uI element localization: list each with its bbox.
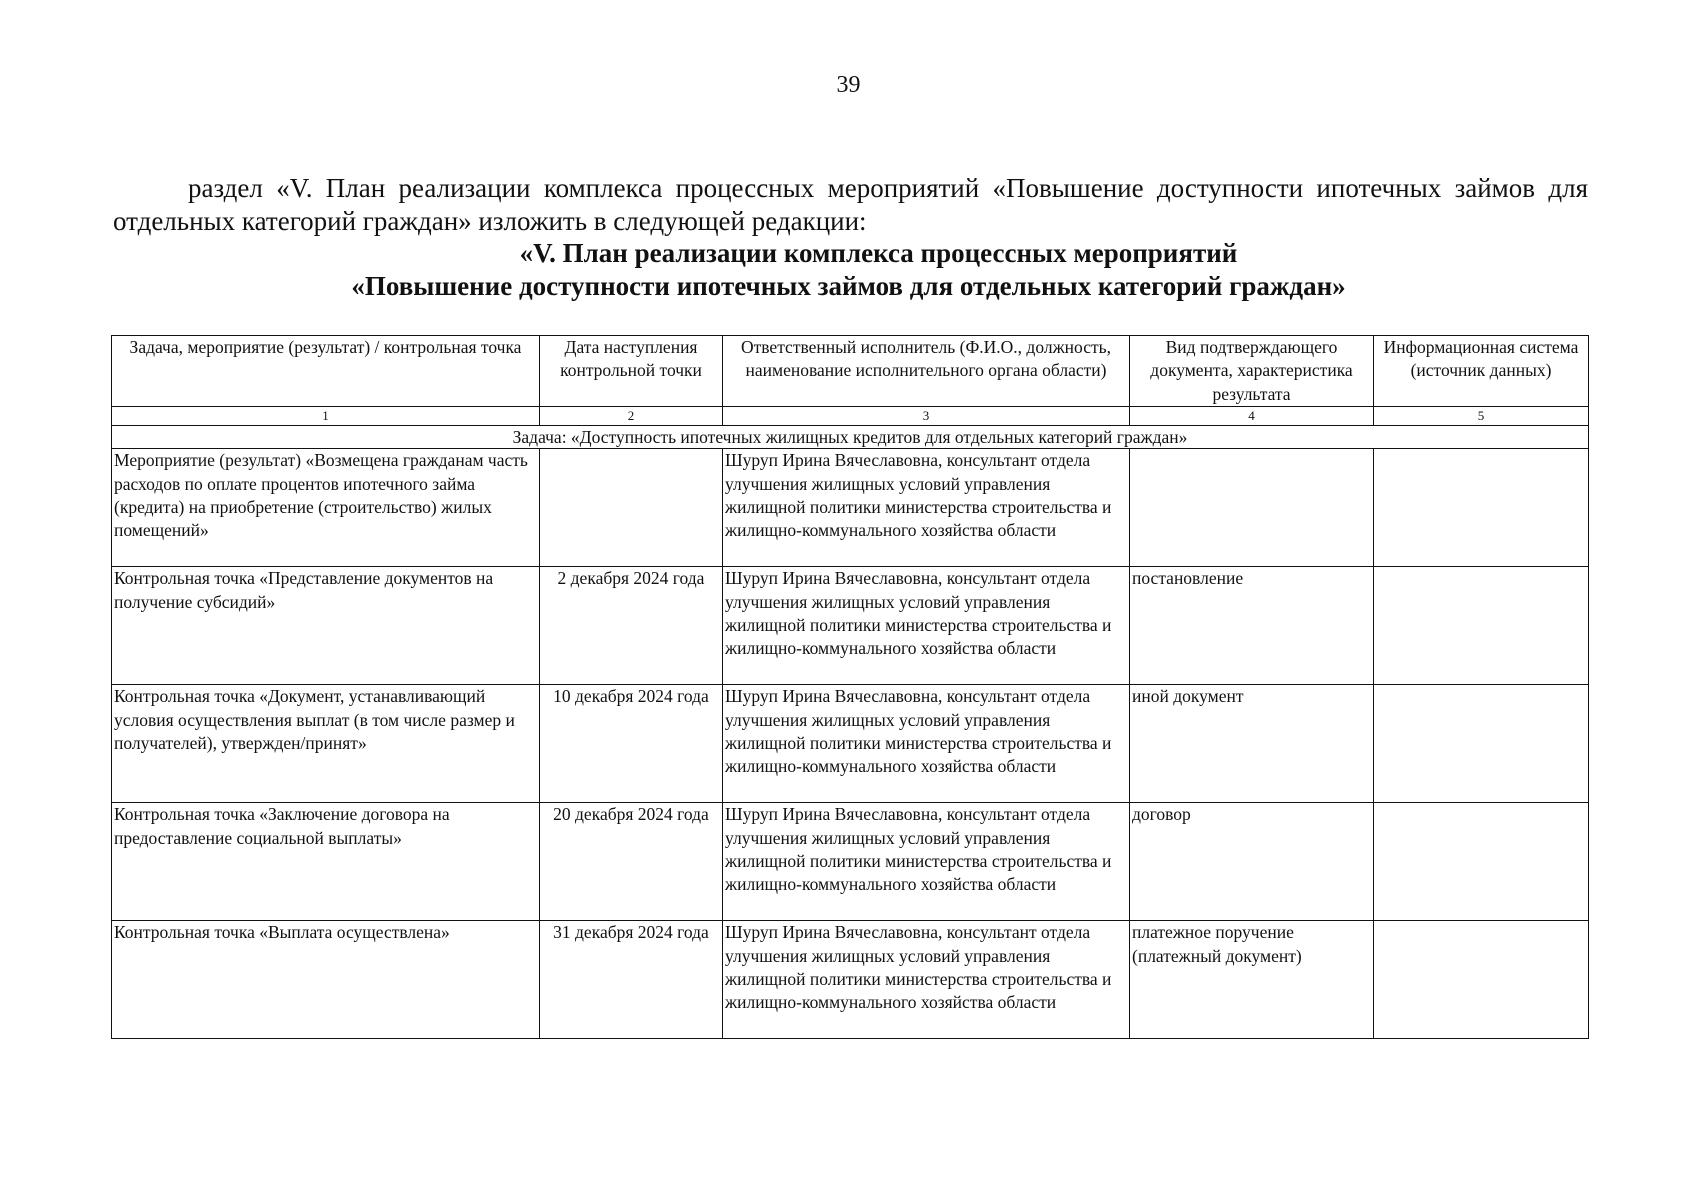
item-cell: Контрольная точка «Документ, устанавливающий условия осуществления выплат (в том числе размер и получателей), утвержден/принят» [112, 685, 540, 803]
document-cell: платежное поручение (платежный документ) [1130, 921, 1374, 1039]
section-title-line-2: «Повышение доступности ипотечных займов для отдельных категорий граждан» [351, 271, 1346, 301]
column-number: 2 [540, 407, 723, 426]
table-row [112, 803, 1589, 921]
system-cell [1374, 921, 1589, 1039]
column-number: 5 [1374, 407, 1589, 426]
column-number: 1 [112, 407, 540, 426]
date-cell [540, 449, 723, 567]
table-row [112, 921, 1589, 1039]
column-number: 4 [1130, 407, 1374, 426]
task-cell: Задача: «Доступность ипотечных жилищных кредитов для отдельных категорий граждан» [112, 426, 1589, 449]
table-row [112, 685, 1589, 803]
date-cell: 31 декабря 2024 года [540, 921, 723, 1039]
system-cell [1374, 685, 1589, 803]
document-cell: договор [1130, 803, 1374, 921]
header-responsible: Ответственный исполнитель (Ф.И.О., должность, наименование исполнительного органа области) [723, 336, 1130, 407]
document-cell [1130, 449, 1374, 567]
header-task: Задача, мероприятие (результат) / контрольная точка [112, 336, 540, 407]
document-cell: постановление [1130, 567, 1374, 685]
system-cell [1374, 449, 1589, 567]
column-number: 3 [723, 407, 1130, 426]
system-cell [1374, 567, 1589, 685]
date-cell: 20 декабря 2024 года [540, 803, 723, 921]
column-number-row [112, 407, 1589, 426]
responsible-cell: Шуруп Ирина Вячеславовна, консультант отдела улучшения жилищных условий управления жилищной политики министерства строительства и жилищно-коммунального хозяйства области [723, 449, 1130, 567]
responsible-cell: Шуруп Ирина Вячеславовна, консультант отдела улучшения жилищных условий управления жилищной политики министерства строительства и жилищно-коммунального хозяйства области [723, 921, 1130, 1039]
table-header-row [112, 336, 1589, 407]
task-row [112, 426, 1589, 449]
system-cell [1374, 803, 1589, 921]
item-cell: Контрольная точка «Выплата осуществлена» [112, 921, 540, 1039]
header-document: Вид подтверждающего документа, характеристика результата [1130, 336, 1374, 407]
document-cell: иной документ [1130, 685, 1374, 803]
responsible-cell: Шуруп Ирина Вячеславовна, консультант отдела улучшения жилищных условий управления жилищной политики министерства строительства и жилищно-коммунального хозяйства области [723, 567, 1130, 685]
responsible-cell: Шуруп Ирина Вячеславовна, консультант отдела улучшения жилищных условий управления жилищной политики министерства строительства и жилищно-коммунального хозяйства области [723, 803, 1130, 921]
date-cell: 10 декабря 2024 года [540, 685, 723, 803]
plan-table [111, 335, 1589, 1039]
item-cell: Мероприятие (результат) «Возмещена гражданам часть расходов по оплате процентов ипотечного займа (кредита) на приобретение (строительство) жилых помещений» [112, 449, 540, 567]
header-system: Информационная система (источник данных) [1374, 336, 1589, 407]
header-date: Дата наступления контрольной точки [540, 336, 723, 407]
section-title-line-1: «V. План реализации комплекса процессных мероприятий [519, 238, 1238, 268]
date-cell: 2 декабря 2024 года [540, 567, 723, 685]
item-cell: Контрольная точка «Представление документов на получение субсидий» [112, 567, 540, 685]
page-number: 39 [836, 72, 861, 98]
table-row [112, 449, 1589, 567]
item-cell: Контрольная точка «Заключение договора на предоставление социальной выплаты» [112, 803, 540, 921]
responsible-cell: Шуруп Ирина Вячеславовна, консультант отдела улучшения жилищных условий управления жилищной политики министерства строительства и жилищно-коммунального хозяйства области [723, 685, 1130, 803]
intro-paragraph: раздел «V. План реализации комплекса процессных мероприятий «Повышение доступности ипотечных займов для отдельных категорий граждан» изложить в следующей редакции: [113, 173, 1588, 236]
table-row [112, 567, 1589, 685]
